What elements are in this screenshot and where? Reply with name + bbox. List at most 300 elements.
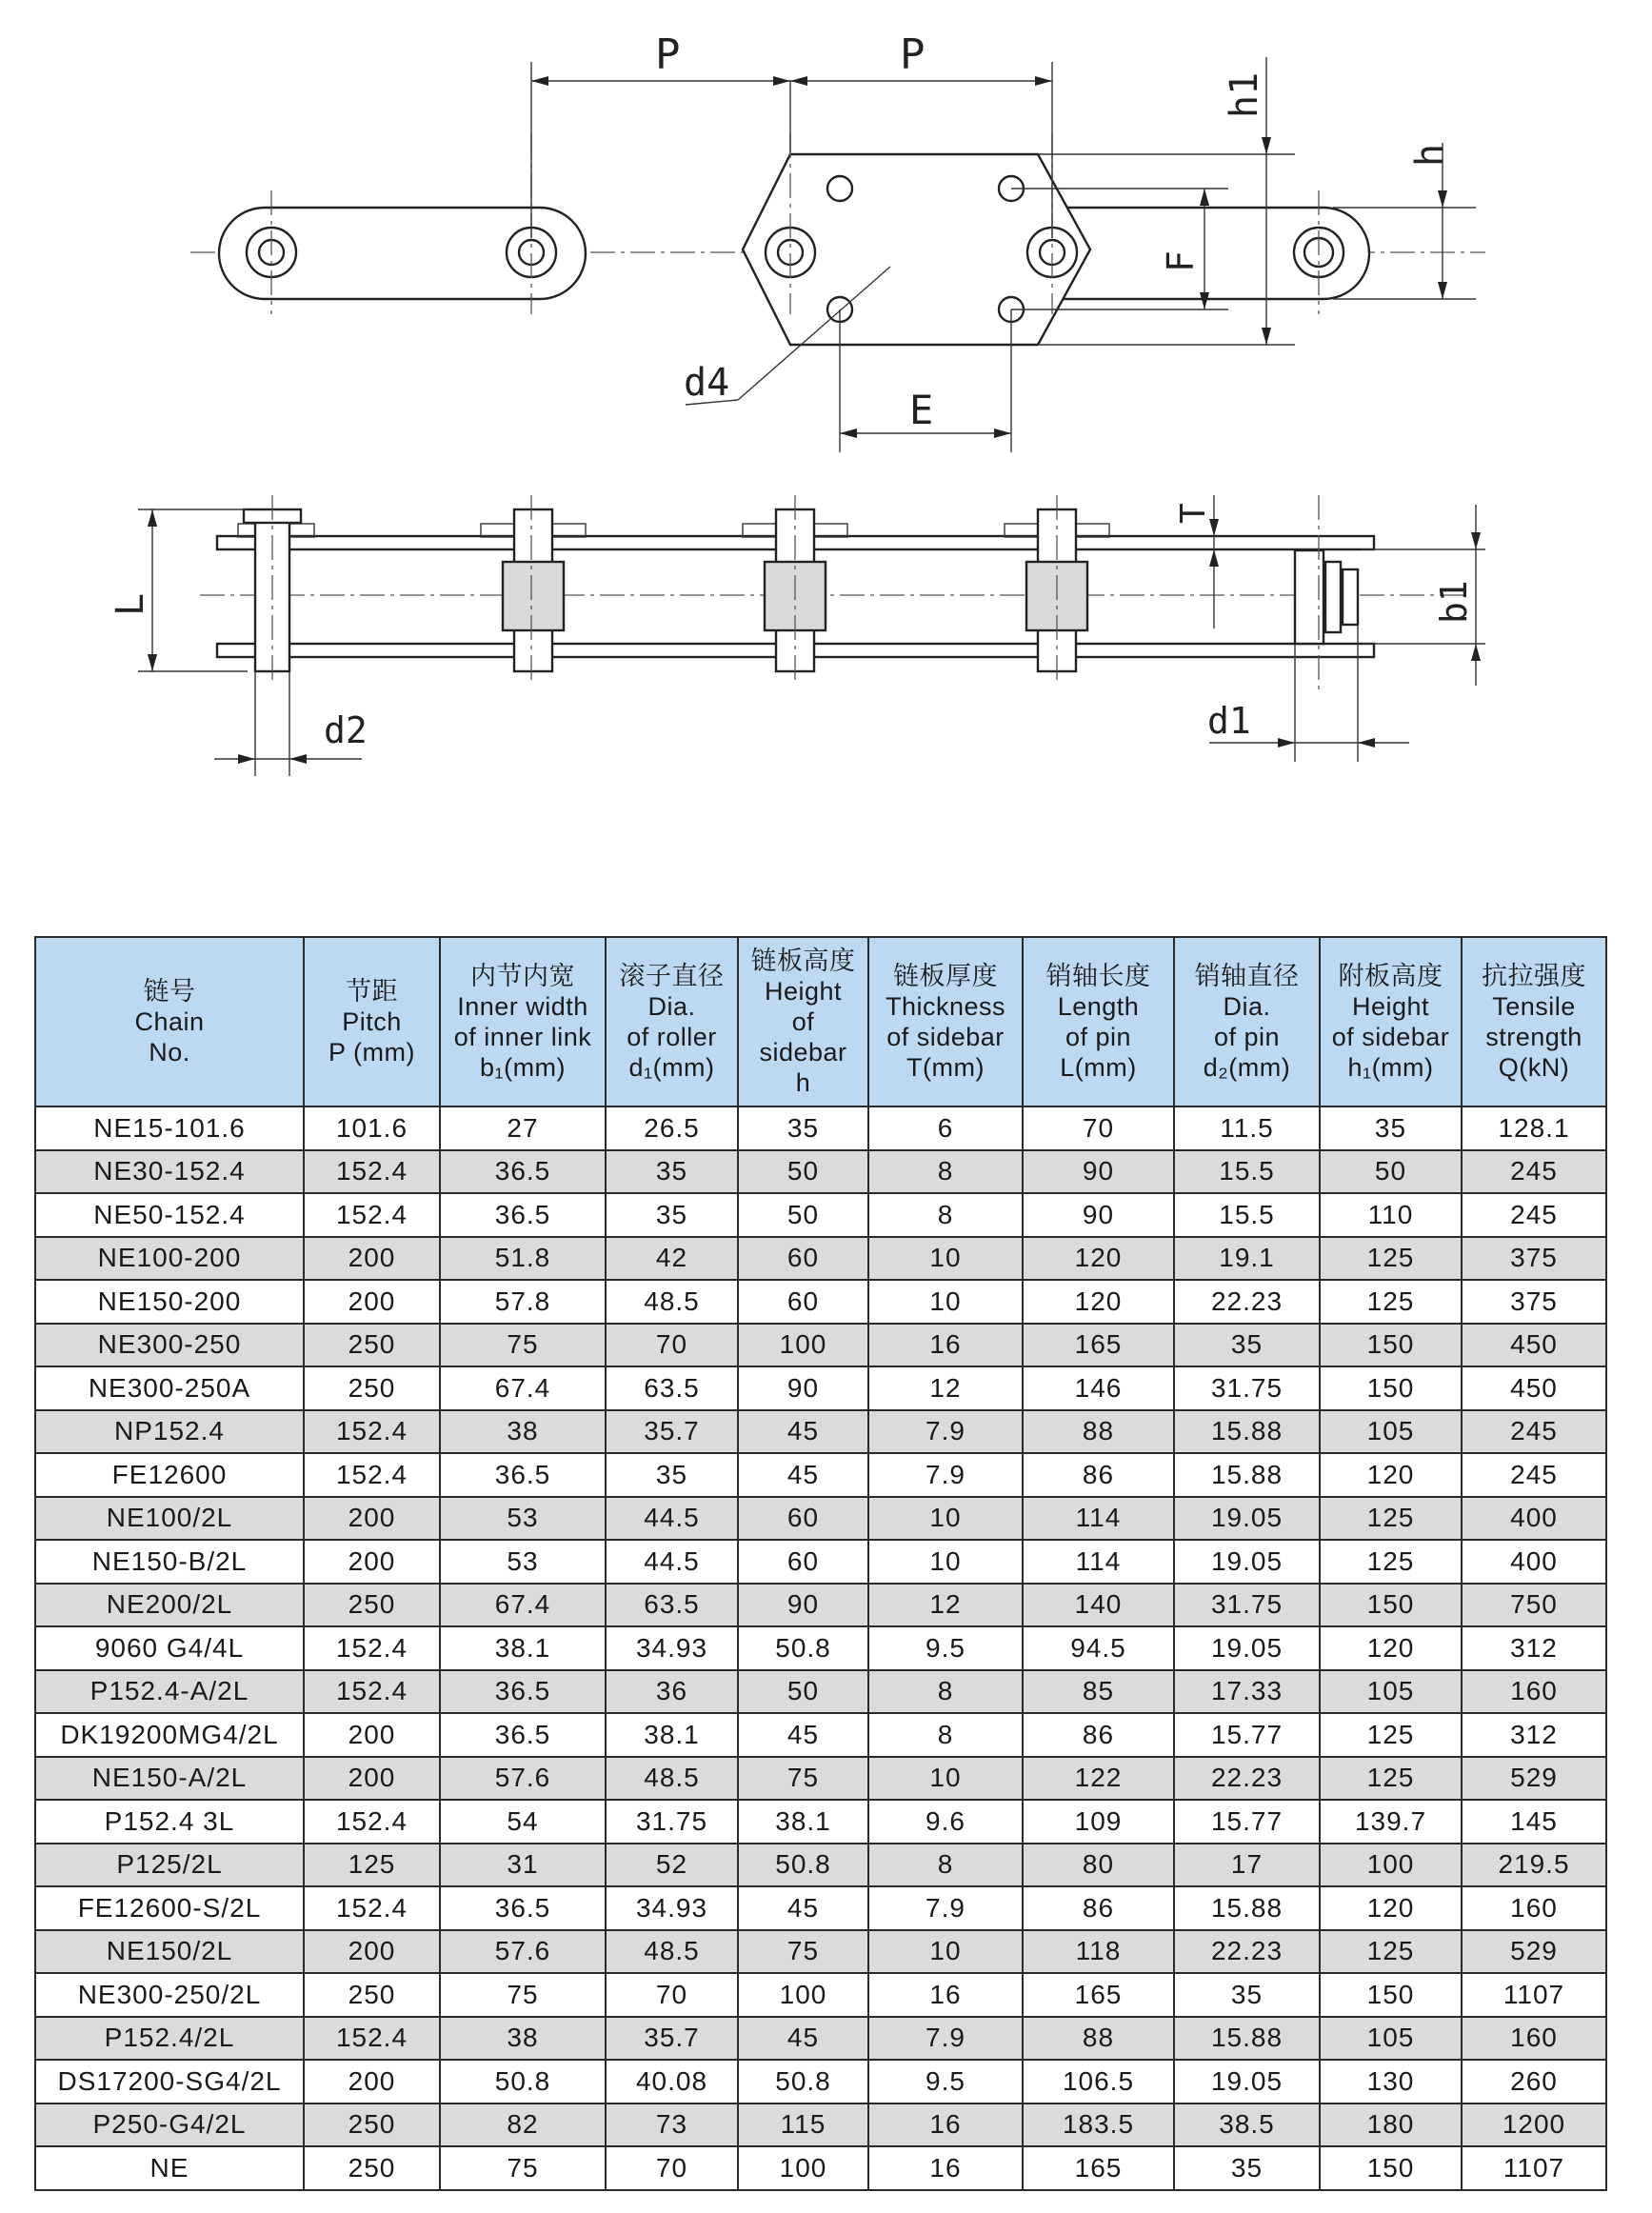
column-header-line: Dia.	[1223, 992, 1271, 1021]
column-header-line: 抗拉强度	[1482, 962, 1586, 990]
chain-number-cell: FE12600	[35, 1453, 304, 1497]
value-cell: 529	[1462, 1757, 1606, 1801]
chain-number-cell: NE50-152.4	[35, 1193, 304, 1237]
value-cell: 150	[1320, 1584, 1462, 1627]
value-cell: 245	[1462, 1150, 1606, 1194]
value-cell: 160	[1462, 2017, 1606, 2061]
value-cell: 8	[868, 1844, 1023, 1887]
value-cell: 35	[606, 1150, 738, 1194]
value-cell: 45	[738, 2017, 868, 2061]
table-row	[35, 2017, 1606, 2061]
column-header	[738, 937, 868, 1106]
column-header-line: Tensile	[1492, 992, 1576, 1021]
value-cell: 180	[1320, 2103, 1462, 2147]
value-cell: 120	[1320, 1626, 1462, 1670]
column-header-line: Dia.	[647, 992, 696, 1021]
value-cell: 200	[304, 1540, 440, 1584]
table-header-row	[35, 937, 1606, 1106]
value-cell: 312	[1462, 1626, 1606, 1670]
value-cell: 125	[1320, 1497, 1462, 1541]
column-header-line: h	[795, 1068, 811, 1097]
value-cell: 120	[1023, 1280, 1174, 1324]
column-header-line: h₁(mm)	[1347, 1053, 1434, 1082]
value-cell: 70	[606, 1973, 738, 2017]
value-cell: 36.5	[440, 1193, 606, 1237]
value-cell: 45	[738, 1713, 868, 1757]
value-cell: 106.5	[1023, 2060, 1174, 2103]
value-cell: 10	[868, 1757, 1023, 1801]
value-cell: 375	[1462, 1280, 1606, 1324]
value-cell: 38	[440, 2017, 606, 2061]
value-cell: 245	[1462, 1193, 1606, 1237]
value-cell: 8	[868, 1150, 1023, 1194]
value-cell: 75	[440, 1973, 606, 2017]
value-cell: 75	[738, 1757, 868, 1801]
column-header-line: Pitch	[342, 1007, 402, 1036]
value-cell: 250	[304, 1973, 440, 2017]
value-cell: 105	[1320, 1670, 1462, 1714]
value-cell: 145	[1462, 1800, 1606, 1844]
value-cell: 90	[738, 1366, 868, 1410]
value-cell: 125	[1320, 1930, 1462, 1974]
value-cell: 114	[1023, 1540, 1174, 1584]
value-cell: 27	[440, 1106, 606, 1150]
d4-label: d4	[684, 361, 730, 405]
value-cell: 82	[440, 2103, 606, 2147]
value-cell: 200	[304, 1280, 440, 1324]
value-cell: 105	[1320, 1410, 1462, 1454]
value-cell: 120	[1320, 1886, 1462, 1930]
value-cell: 11.5	[1174, 1106, 1320, 1150]
value-cell: 38.5	[1174, 2103, 1320, 2147]
value-cell: 63.5	[606, 1584, 738, 1627]
value-cell: 128.1	[1462, 1106, 1606, 1150]
chain-number-cell: NE100-200	[35, 1237, 304, 1281]
value-cell: 48.5	[606, 1757, 738, 1801]
value-cell: 125	[1320, 1540, 1462, 1584]
value-cell: 400	[1462, 1497, 1606, 1541]
value-cell: 8	[868, 1193, 1023, 1237]
column-header-line: 链号	[143, 977, 196, 1006]
table-row	[35, 1193, 1606, 1237]
e-label: E	[909, 387, 934, 433]
table-row	[35, 1757, 1606, 1801]
value-cell: 12	[868, 1366, 1023, 1410]
value-cell: 109	[1023, 1800, 1174, 1844]
value-cell: 45	[738, 1410, 868, 1454]
value-cell: 7.9	[868, 1886, 1023, 1930]
column-header-line: P (mm)	[328, 1038, 415, 1067]
table-row	[35, 1713, 1606, 1757]
value-cell: 36.5	[440, 1713, 606, 1757]
table-row	[35, 1800, 1606, 1844]
value-cell: 450	[1462, 1324, 1606, 1367]
value-cell: 7.9	[868, 1453, 1023, 1497]
value-cell: 70	[606, 1324, 738, 1367]
value-cell: 15.77	[1174, 1800, 1320, 1844]
value-cell: 38.1	[440, 1626, 606, 1670]
value-cell: 75	[440, 2146, 606, 2190]
d2-label: d2	[324, 709, 368, 751]
value-cell: 150	[1320, 1324, 1462, 1367]
value-cell: 35	[606, 1193, 738, 1237]
value-cell: 250	[304, 1366, 440, 1410]
value-cell: 200	[304, 1930, 440, 1974]
value-cell: 120	[1320, 1453, 1462, 1497]
value-cell: 400	[1462, 1540, 1606, 1584]
value-cell: 22.23	[1174, 1280, 1320, 1324]
table-row	[35, 1366, 1606, 1410]
table-row	[35, 1237, 1606, 1281]
value-cell: 10	[868, 1497, 1023, 1541]
f-label: F	[1160, 250, 1202, 272]
value-cell: 1200	[1462, 2103, 1606, 2147]
value-cell: 70	[1023, 1106, 1174, 1150]
column-header-line: 销轴直径	[1194, 962, 1300, 990]
value-cell: 60	[738, 1280, 868, 1324]
value-cell: 52	[606, 1844, 738, 1887]
value-cell: 12	[868, 1584, 1023, 1627]
value-cell: 150	[1320, 1366, 1462, 1410]
value-cell: 118	[1023, 1930, 1174, 1974]
value-cell: 40.08	[606, 2060, 738, 2103]
column-header	[606, 937, 738, 1106]
top-view	[190, 30, 1485, 452]
column-header	[1174, 937, 1320, 1106]
value-cell: 9.6	[868, 1800, 1023, 1844]
table-row	[35, 1930, 1606, 1974]
chain-number-cell: NE150-200	[35, 1280, 304, 1324]
column-header-line: Thickness	[885, 992, 1006, 1021]
column-header	[1320, 937, 1462, 1106]
side-view	[109, 495, 1485, 776]
column-header-line: 滚子直径	[619, 962, 725, 990]
chain-number-cell: NE200/2L	[35, 1584, 304, 1627]
value-cell: 152.4	[304, 1800, 440, 1844]
table-row	[35, 2103, 1606, 2147]
value-cell: 260	[1462, 2060, 1606, 2103]
value-cell: 19.05	[1174, 1626, 1320, 1670]
value-cell: 94.5	[1023, 1626, 1174, 1670]
column-header-line: 链板高度	[750, 947, 856, 975]
value-cell: 36.5	[440, 1670, 606, 1714]
value-cell: 150	[1320, 1973, 1462, 2017]
value-cell: 85	[1023, 1670, 1174, 1714]
value-cell: 50.8	[440, 2060, 606, 2103]
value-cell: 16	[868, 1324, 1023, 1367]
value-cell: 152.4	[304, 1410, 440, 1454]
value-cell: 165	[1023, 1324, 1174, 1367]
value-cell: 34.93	[606, 1626, 738, 1670]
chain-number-cell: NE300-250/2L	[35, 1973, 304, 2017]
value-cell: 22.23	[1174, 1930, 1320, 1974]
value-cell: 152.4	[304, 1193, 440, 1237]
value-cell: 100	[1320, 1844, 1462, 1887]
column-header-line: No.	[149, 1038, 190, 1067]
value-cell: 9.5	[868, 2060, 1023, 2103]
value-cell: 86	[1023, 1886, 1174, 1930]
value-cell: 90	[1023, 1150, 1174, 1194]
value-cell: 44.5	[606, 1497, 738, 1541]
value-cell: 51.8	[440, 1237, 606, 1281]
value-cell: 200	[304, 1237, 440, 1281]
value-cell: 16	[868, 2103, 1023, 2147]
pitch-label-right: P	[900, 30, 926, 79]
value-cell: 50	[738, 1150, 868, 1194]
chain-number-cell: P250-G4/2L	[35, 2103, 304, 2147]
value-cell: 75	[738, 1930, 868, 1974]
value-cell: 50	[738, 1670, 868, 1714]
value-cell: 152.4	[304, 1670, 440, 1714]
value-cell: 90	[738, 1584, 868, 1627]
value-cell: 19.05	[1174, 1540, 1320, 1584]
table-row	[35, 1280, 1606, 1324]
value-cell: 250	[304, 1584, 440, 1627]
value-cell: 70	[606, 2146, 738, 2190]
value-cell: 114	[1023, 1497, 1174, 1541]
value-cell: 35	[1174, 1324, 1320, 1367]
value-cell: 125	[1320, 1757, 1462, 1801]
value-cell: 115	[738, 2103, 868, 2147]
column-header-line: of	[791, 1007, 815, 1036]
value-cell: 120	[1023, 1237, 1174, 1281]
value-cell: 105	[1320, 2017, 1462, 2061]
chain-number-cell: DS17200-SG4/2L	[35, 2060, 304, 2103]
value-cell: 125	[1320, 1713, 1462, 1757]
column-header	[1462, 937, 1606, 1106]
value-cell: 45	[738, 1886, 868, 1930]
column-header-line: T(mm)	[906, 1053, 985, 1082]
value-cell: 146	[1023, 1366, 1174, 1410]
chain-number-cell: NE150/2L	[35, 1930, 304, 1974]
value-cell: 36	[606, 1670, 738, 1714]
chain-number-cell: NE	[35, 2146, 304, 2190]
column-header-line: 链板厚度	[893, 962, 998, 990]
value-cell: 88	[1023, 2017, 1174, 2061]
value-cell: 140	[1023, 1584, 1174, 1627]
value-cell: 10	[868, 1540, 1023, 1584]
value-cell: 150	[1320, 2146, 1462, 2190]
value-cell: 86	[1023, 1453, 1174, 1497]
value-cell: 100	[738, 2146, 868, 2190]
value-cell: 50.8	[738, 1844, 868, 1887]
value-cell: 17	[1174, 1844, 1320, 1887]
value-cell: 90	[1023, 1193, 1174, 1237]
table-row	[35, 1453, 1606, 1497]
value-cell: 152.4	[304, 1886, 440, 1930]
value-cell: 53	[440, 1540, 606, 1584]
chain-number-cell: NE30-152.4	[35, 1150, 304, 1194]
value-cell: 219.5	[1462, 1844, 1606, 1887]
chain-specification-table	[34, 936, 1607, 2191]
value-cell: 53	[440, 1497, 606, 1541]
value-cell: 63.5	[606, 1366, 738, 1410]
value-cell: 10	[868, 1280, 1023, 1324]
value-cell: 48.5	[606, 1280, 738, 1324]
b1-label: b1	[1433, 580, 1475, 624]
value-cell: 16	[868, 1973, 1023, 2017]
value-cell: 312	[1462, 1713, 1606, 1757]
column-header-line: Length	[1057, 992, 1140, 1021]
column-header-line: Chain	[134, 1007, 205, 1036]
column-header	[1023, 937, 1174, 1106]
table-row	[35, 1626, 1606, 1670]
value-cell: 22.23	[1174, 1757, 1320, 1801]
chain-number-cell: NE150-A/2L	[35, 1757, 304, 1801]
value-cell: 36.5	[440, 1886, 606, 1930]
table-row	[35, 1973, 1606, 2017]
value-cell: 35	[1320, 1106, 1462, 1150]
value-cell: 165	[1023, 2146, 1174, 2190]
value-cell: 38.1	[738, 1800, 868, 1844]
value-cell: 100	[738, 1973, 868, 2017]
value-cell: 200	[304, 1713, 440, 1757]
chain-number-cell: NP152.4	[35, 1410, 304, 1454]
value-cell: 31	[440, 1844, 606, 1887]
table-row	[35, 2146, 1606, 2190]
value-cell: 450	[1462, 1366, 1606, 1410]
value-cell: 165	[1023, 1973, 1174, 2017]
value-cell: 35	[738, 1106, 868, 1150]
value-cell: 19.05	[1174, 1497, 1320, 1541]
value-cell: 139.7	[1320, 1800, 1462, 1844]
table-row	[35, 1584, 1606, 1627]
chain-number-cell: P152.4/2L	[35, 2017, 304, 2061]
value-cell: 86	[1023, 1713, 1174, 1757]
table-row	[35, 1106, 1606, 1150]
table-row	[35, 2060, 1606, 2103]
column-header	[304, 937, 440, 1106]
value-cell: 48.5	[606, 1930, 738, 1974]
value-cell: 60	[738, 1540, 868, 1584]
column-header-line: of sidebar	[1331, 1023, 1450, 1051]
value-cell: 1107	[1462, 2146, 1606, 2190]
value-cell: 17.33	[1174, 1670, 1320, 1714]
h-label: h	[1408, 143, 1452, 167]
value-cell: 35	[606, 1453, 738, 1497]
value-cell: 50.8	[738, 2060, 868, 2103]
column-header-line: strength	[1485, 1023, 1582, 1051]
value-cell: 67.4	[440, 1584, 606, 1627]
value-cell: 31.75	[1174, 1366, 1320, 1410]
value-cell: 73	[606, 2103, 738, 2147]
value-cell: 57.6	[440, 1757, 606, 1801]
column-header-line: Height	[764, 977, 843, 1006]
value-cell: 60	[738, 1237, 868, 1281]
chain-number-cell: 9060 G4/4L	[35, 1626, 304, 1670]
column-header-line: 附板高度	[1338, 962, 1443, 990]
chain-number-cell: FE12600-S/2L	[35, 1886, 304, 1930]
value-cell: 152.4	[304, 2017, 440, 2061]
value-cell: 35.7	[606, 2017, 738, 2061]
value-cell: 152.4	[304, 1453, 440, 1497]
value-cell: 15.77	[1174, 1713, 1320, 1757]
value-cell: 245	[1462, 1453, 1606, 1497]
value-cell: 125	[1320, 1237, 1462, 1281]
column-header-line: 内节内宽	[470, 962, 575, 990]
value-cell: 38.1	[606, 1713, 738, 1757]
value-cell: 50.8	[738, 1626, 868, 1670]
chain-number-cell: NE150-B/2L	[35, 1540, 304, 1584]
value-cell: 34.93	[606, 1886, 738, 1930]
column-header-line: d₂(mm)	[1203, 1053, 1291, 1082]
value-cell: 15.88	[1174, 1410, 1320, 1454]
value-cell: 125	[1320, 1280, 1462, 1324]
table-row	[35, 1410, 1606, 1454]
value-cell: 38	[440, 1410, 606, 1454]
value-cell: 15.88	[1174, 1453, 1320, 1497]
value-cell: 57.8	[440, 1280, 606, 1324]
value-cell: 36.5	[440, 1453, 606, 1497]
column-header-line: Q(kN)	[1498, 1053, 1570, 1082]
value-cell: 19.1	[1174, 1237, 1320, 1281]
d1-label: d1	[1207, 700, 1251, 742]
value-cell: 15.88	[1174, 1886, 1320, 1930]
column-header-line: of inner link	[453, 1023, 592, 1051]
table-row	[35, 1886, 1606, 1930]
column-header	[440, 937, 606, 1106]
value-cell: 110	[1320, 1193, 1462, 1237]
value-cell: 6	[868, 1106, 1023, 1150]
value-cell: 200	[304, 2060, 440, 2103]
chain-number-cell: NE300-250	[35, 1324, 304, 1367]
value-cell: 250	[304, 2146, 440, 2190]
value-cell: 60	[738, 1497, 868, 1541]
column-header-line: Height	[1351, 992, 1430, 1021]
column-header-line: 销轴长度	[1045, 962, 1151, 990]
value-cell: 200	[304, 1757, 440, 1801]
column-header	[35, 937, 304, 1106]
chain-number-cell: DK19200MG4/2L	[35, 1713, 304, 1757]
value-cell: 750	[1462, 1584, 1606, 1627]
value-cell: 160	[1462, 1886, 1606, 1930]
value-cell: 8	[868, 1670, 1023, 1714]
value-cell: 15.5	[1174, 1193, 1320, 1237]
pitch-label-left: P	[655, 30, 681, 79]
chain-number-cell: P152.4-A/2L	[35, 1670, 304, 1714]
value-cell: 80	[1023, 1844, 1174, 1887]
value-cell: 250	[304, 2103, 440, 2147]
table-row	[35, 1324, 1606, 1367]
value-cell: 35.7	[606, 1410, 738, 1454]
value-cell: 16	[868, 2146, 1023, 2190]
value-cell: 101.6	[304, 1106, 440, 1150]
value-cell: 31.75	[606, 1800, 738, 1844]
column-header-line: d₁(mm)	[628, 1053, 715, 1082]
value-cell: 183.5	[1023, 2103, 1174, 2147]
table-row	[35, 1670, 1606, 1714]
value-cell: 125	[304, 1844, 440, 1887]
value-cell: 200	[304, 1497, 440, 1541]
column-header-line: of pin	[1213, 1023, 1281, 1051]
chain-number-cell: NE300-250A	[35, 1366, 304, 1410]
value-cell: 245	[1462, 1410, 1606, 1454]
value-cell: 100	[738, 1324, 868, 1367]
value-cell: 8	[868, 1713, 1023, 1757]
value-cell: 160	[1462, 1670, 1606, 1714]
value-cell: 35	[1174, 2146, 1320, 2190]
value-cell: 152.4	[304, 1626, 440, 1670]
column-header-line: Inner width	[457, 992, 588, 1021]
chain-number-cell: NE100/2L	[35, 1497, 304, 1541]
l-label: L	[109, 592, 152, 616]
table-body	[35, 1106, 1606, 2190]
value-cell: 54	[440, 1800, 606, 1844]
chain-technical-drawing	[0, 0, 1652, 838]
value-cell: 9.5	[868, 1626, 1023, 1670]
column-header-line: of roller	[627, 1023, 717, 1051]
table-row	[35, 1540, 1606, 1584]
